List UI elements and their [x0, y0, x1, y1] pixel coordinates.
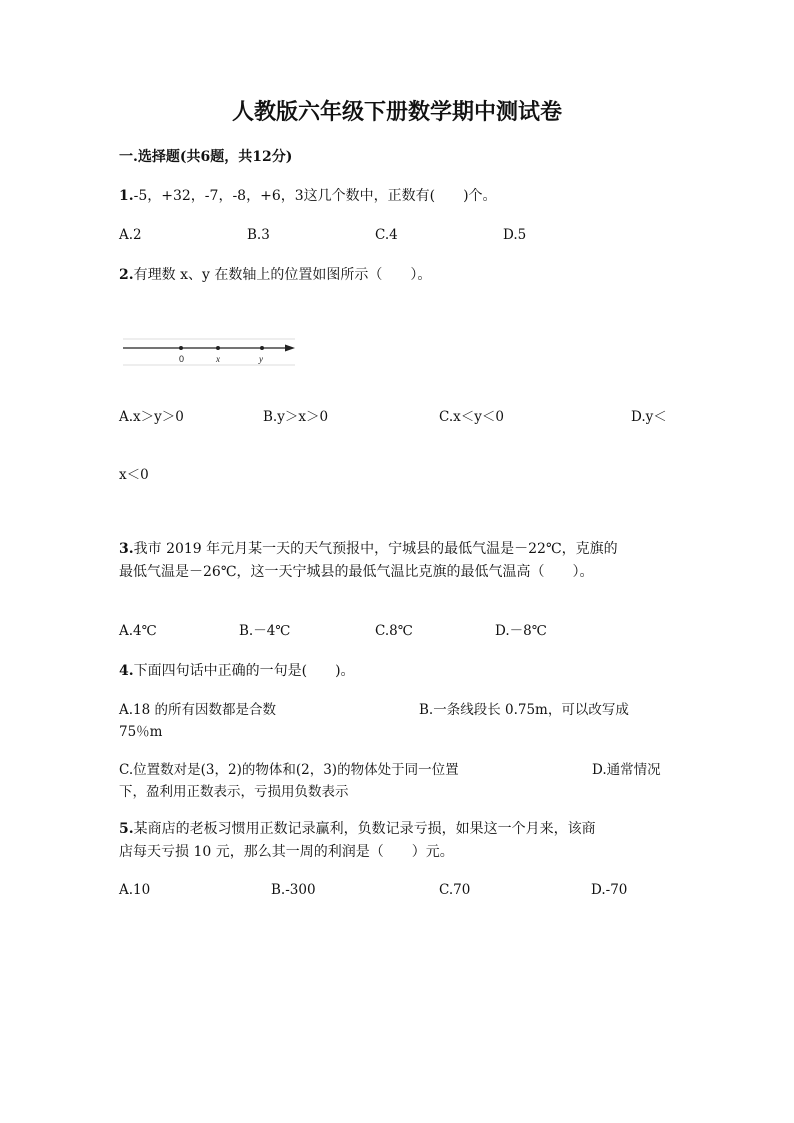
question-1-stem [119, 189, 497, 203]
q2-option-c: C.x＜y＜0 [439, 409, 504, 425]
question-number: 5. [119, 821, 134, 837]
q3-option-c: C.8℃ [375, 623, 413, 639]
question-3-line-2: 最低气温是－26℃，这一天宁城县的最低气温比克旗的最低气温高（ ）。 [119, 564, 594, 580]
page-title: 人教版六年级下册数学期中测试卷 [231, 99, 562, 125]
question-4-stem [119, 664, 355, 678]
question-text: 某商店的老板习惯用正数记录赢利，负数记录亏损，如果这一个月来，该商 [133, 821, 596, 837]
zero-point [179, 346, 183, 350]
number-line-arrow [285, 345, 295, 352]
q1-option-c: C.4 [375, 227, 398, 243]
q2-option-d: D.y＜ [631, 409, 667, 425]
x-label: x [216, 354, 220, 364]
q4-option-c: C.位置数对是(3，2)的物体和(2，3)的物体处于同一位置 [119, 762, 459, 778]
q3-option-d: D.－8℃ [495, 623, 547, 639]
number-line-figure [121, 338, 297, 366]
q2-option-a: A.x＞y＞0 [119, 409, 184, 425]
question-5-line-1 [119, 818, 675, 841]
q4-option-b: B.一条线段长 0.75m，可以改写成 [419, 702, 629, 718]
question-text: 我市 2019 年元月某一天的天气预报中，宁城县的最低气温是－22℃，克旗的 [133, 541, 618, 557]
question-5-stem [119, 818, 675, 864]
q2-option-b: B.y＞x＞0 [263, 409, 329, 425]
q4-option-a: A.18 的所有因数都是合数 [119, 702, 277, 718]
q4-option-d-continued: 下，盈利用正数表示，亏损用负数表示 [119, 784, 349, 800]
question-number: 2. [119, 267, 134, 283]
question-3-line-1 [119, 538, 675, 561]
x-point [216, 346, 220, 350]
q3-option-b: B.－4℃ [239, 623, 291, 639]
q2-option-d-continued: x＜0 [119, 467, 149, 483]
question-3-stem [119, 538, 675, 584]
question-2-stem [119, 268, 431, 282]
question-text: -5，+32，-7，-8，+6，3这几个数中，正数有( )个。 [133, 188, 497, 204]
q1-option-a: A.2 [119, 227, 142, 243]
q4-option-d: D.通常情况 [592, 762, 661, 778]
y-point [260, 346, 264, 350]
question-number: 4. [119, 663, 134, 679]
section-heading: 一.选择题(共6题，共12分) [119, 149, 293, 165]
q5-option-a: A.10 [119, 882, 151, 898]
q4-option-b-continued: 75％m [119, 724, 163, 740]
question-text: 下面四句话中正确的一句是( )。 [133, 663, 355, 679]
y-label: y [259, 354, 263, 364]
question-number: 1. [119, 188, 134, 204]
q5-option-c: C.70 [439, 882, 471, 898]
q1-option-b: B.3 [247, 227, 270, 243]
question-text: 有理数 x、y 在数轴上的位置如图所示（ ）。 [133, 267, 432, 283]
question-number: 3. [119, 541, 134, 557]
q5-option-d: D.-70 [591, 882, 628, 898]
zero-label: 0 [179, 354, 185, 364]
q1-option-d: D.5 [503, 227, 527, 243]
question-5-line-2: 店每天亏损 10 元，那么其一周的利润是（ ）元。 [119, 844, 454, 860]
q3-option-a: A.4℃ [119, 623, 157, 639]
q5-option-b: B.-300 [271, 882, 316, 898]
